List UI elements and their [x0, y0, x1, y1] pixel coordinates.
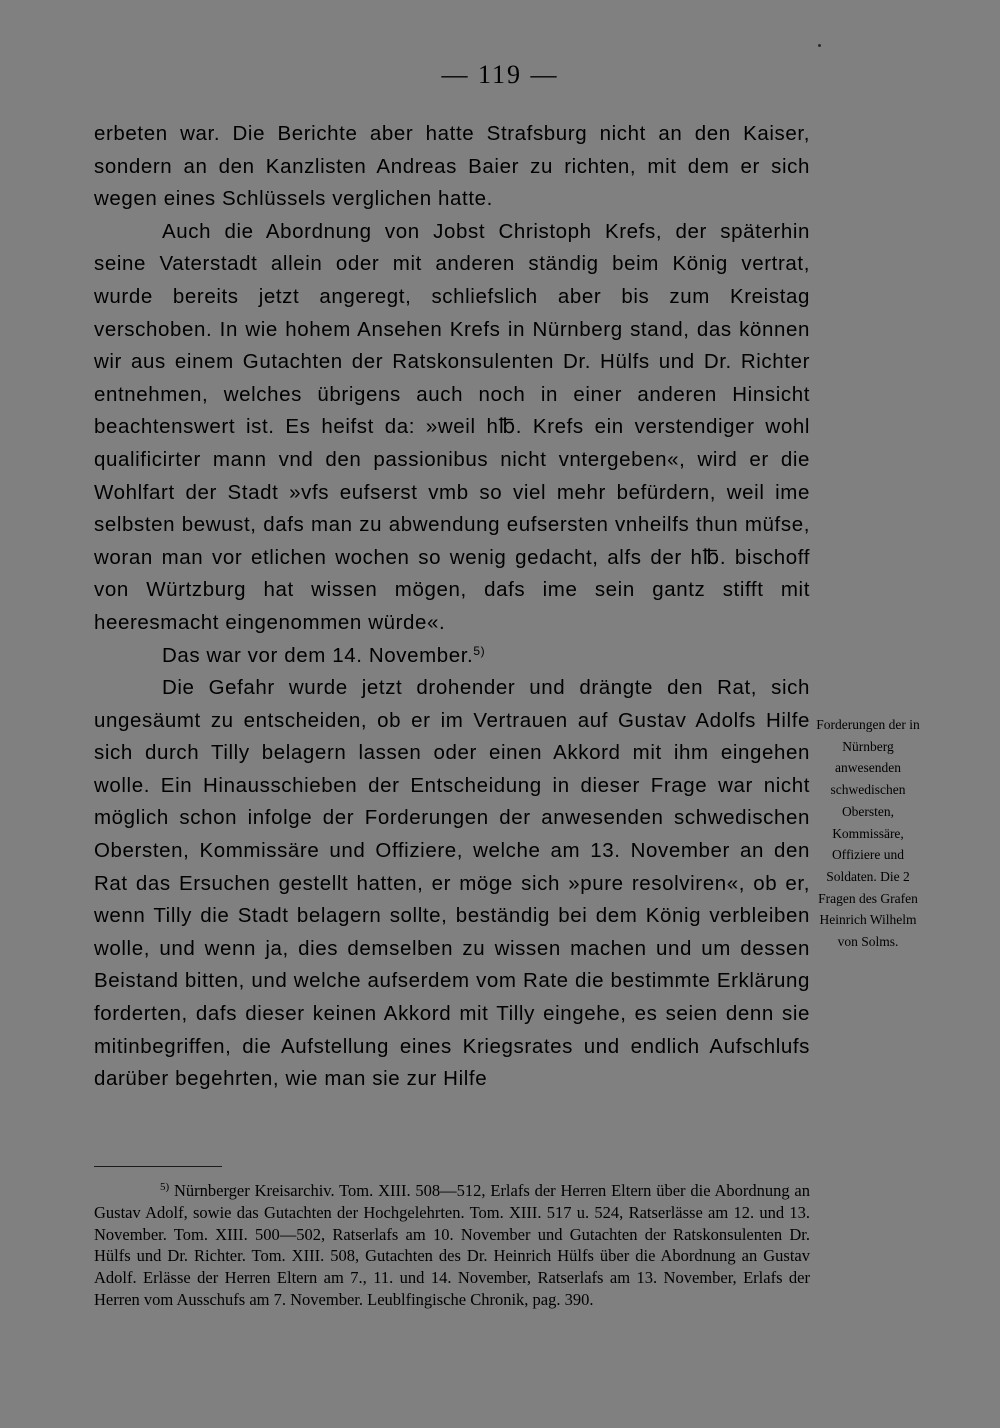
footnote-marker: 5) [160, 1181, 170, 1193]
footnotes [94, 1180, 810, 1311]
paragraph-abordnung: Auch die Abordnung von Jobst Christoph Krefs, der späterhin seine Vaterstadt allein oder mit anderen ständig beim König vertrat, wurde bereits jetzt angeregt, schliefslich aber bis zum Kreistag verschoben. In wie hohem Ansehen Krefs in Nürnberg stand, das können wir aus einem Gutachten der Ratskonsulenten Dr. Hülfs und Dr. Richter entnehmen, welches übrigens auch noch in einer anderen Hinsicht beachtenswert ist. Es heifst da: »weil h℔. Krefs ein verstendiger wohl qualificirter mann vnd den passionibus nicht vntergeben«, wird er die Wohlfart der Stadt »vfs eufserst vmb so viel mehr befürdern, weil ime selbsten bewust, dafs man zu abwendung eufsersten vnheilfs thun müfse, woran man vor etlichen wochen so wenig gedacht, alfs der h℔. bischoff von Würtzburg hat wissen mögen, dafs ime sein gantz stifft mit heeresmacht eingenommen würde«. [94, 219, 810, 634]
footnote-reference: 5) [473, 643, 486, 658]
footnote-text: Nürnberger Kreisarchiv. Tom. XIII. 508—512, Erlafs der Herren Eltern über die Abordnung an Gustav Adolf, sowie das Gutachten der Hochgelehrten. Tom. XIII. 517 u. 524, Ratserlässe am 12. und 13. November. Tom. XIII. 500—502, Ratserlafs am 10. November und Gutachten der Ratskonsulenten Dr. Hülfs und Dr. Richter. Tom. XIII. 508, Gutachten des Dr. Heinrich Hülfs über die Abordnung an Gustav Adolf. Erlässe der Herren Eltern am 7., 11. und 14. November, Ratserlafs am 13. November, Erlafs der Herren vom Ausschufs am 7. November. Leublfingische Chronik, pag. 390. [94, 1181, 810, 1309]
footnote-divider [94, 1166, 222, 1167]
paragraph-november [94, 640, 810, 673]
footnote [94, 1180, 810, 1311]
page-speck [818, 44, 821, 47]
paragraph-november-text: Das war vor dem 14. November. [162, 643, 474, 667]
paragraph-gefahr: Die Gefahr wurde jetzt drohender und drängte den Rat, sich ungesäumt zu entscheiden, ob er im Vertrauen auf Gustav Adolfs Hilfe sich durch Tilly belagern lassen oder einen Akkord mit ihm eingehen wolle. Ein Hinausschieben der Entscheidung in dieser Frage war nicht möglich schon infolge der Forderungen der anwesenden schwedischen Obersten, Kommissäre und Offiziere, welche am 13. November an den Rat das Ersuchen gestellt hatten, er möge sich »pure resolviren«, ob er, wenn Tilly die Stadt belagern sollte, beständig bei dem König verbleiben wolle, und wenn ja, dies demselben zu wissen machen und um dessen Beistand bitten, und welche aufserdem vom Rate die bestimmte Erklärung forderten, dafs dieser keinen Akkord mit Tilly eingehe, es seien denn sie mitinbegriffen, die Aufstellung eines Kriegsrates und endlich Aufschlufs darüber begehrten, wie man sie zur Hilfe [94, 676, 810, 1091]
paragraph-continued: erbeten war. Die Berichte aber hatte Strafsburg nicht an den Kaiser, sondern an den Kanzlisten Andreas Baier zu richten, mit dem er sich wegen eines Schlüssels verglichen hatte. [94, 122, 810, 211]
main-text [94, 118, 810, 1096]
margin-note: Forderungen der in Nürnberg anwesenden schwedischen Obersten, Kommissäre, Offiziere und Soldaten. Die 2 Fragen des Grafen Heinrich Wilhelm von Solms. [816, 717, 920, 950]
page-number: — 119 — [441, 60, 559, 89]
